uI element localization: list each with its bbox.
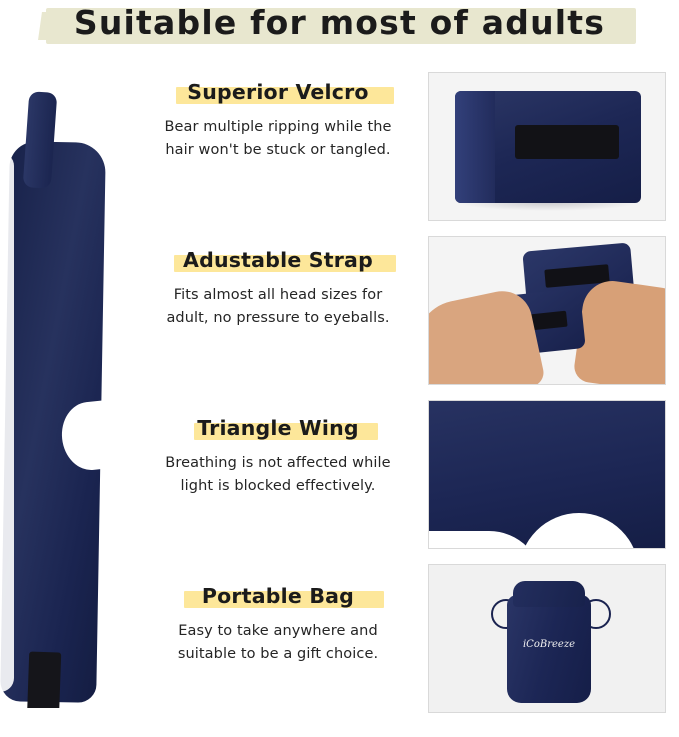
mask-edge-highlight	[0, 152, 14, 692]
feature-description-line-2: light is blocked effectively.	[180, 478, 376, 494]
page-title: Suitable for most of adults	[73, 3, 606, 42]
feature-title-wrap	[132, 414, 424, 444]
feature-photo-adjustable-strap	[428, 236, 666, 385]
feature-title: Adustable Strap	[183, 248, 373, 272]
strap-fold-shape	[455, 91, 495, 203]
mask-velcro-strip	[27, 651, 61, 708]
feature-description-line-1: Bear multiple ripping while the	[164, 119, 392, 135]
content-area	[0, 56, 679, 710]
velcro-patch-shape	[515, 125, 619, 159]
feature-description-line-1: Breathing is not affected while	[165, 455, 391, 471]
feature-title: Superior Velcro	[187, 80, 369, 104]
brand-logo-text: iCoBreeze	[522, 639, 576, 650]
feature-title: Portable Bag	[201, 584, 355, 608]
product-main-photo	[0, 72, 150, 708]
feature-title-wrap	[132, 582, 424, 612]
mask-surface-shape	[428, 400, 666, 549]
feature-photo-triangle-wing	[428, 400, 666, 549]
feature-block-superior-velcro	[132, 78, 424, 233]
feature-photo-portable-bag	[428, 564, 666, 713]
nose-wing-cutout	[519, 513, 639, 549]
right-hand-shape	[572, 277, 666, 385]
feature-title-wrap	[132, 78, 424, 108]
edge-curve-shape	[428, 531, 543, 549]
feature-block-portable-bag	[132, 582, 424, 737]
feature-title: Triangle Wing	[197, 416, 359, 440]
pouch-neck-shape	[513, 581, 585, 607]
feature-description-line-1: Easy to take anywhere and	[178, 623, 378, 639]
page-header	[0, 0, 679, 56]
feature-block-triangle-wing	[132, 414, 424, 569]
feature-description-line-2: adult, no pressure to eyeballs.	[166, 310, 390, 326]
feature-title-wrap	[132, 246, 424, 276]
feature-description-line-1: Fits almost all head sizes for	[173, 287, 383, 303]
feature-description-line-2: hair won't be stuck or tangled.	[165, 142, 391, 158]
feature-photo-superior-velcro	[428, 72, 666, 221]
feature-block-adjustable-strap	[132, 246, 424, 401]
feature-description-line-2: suitable to be a gift choice.	[177, 646, 379, 662]
